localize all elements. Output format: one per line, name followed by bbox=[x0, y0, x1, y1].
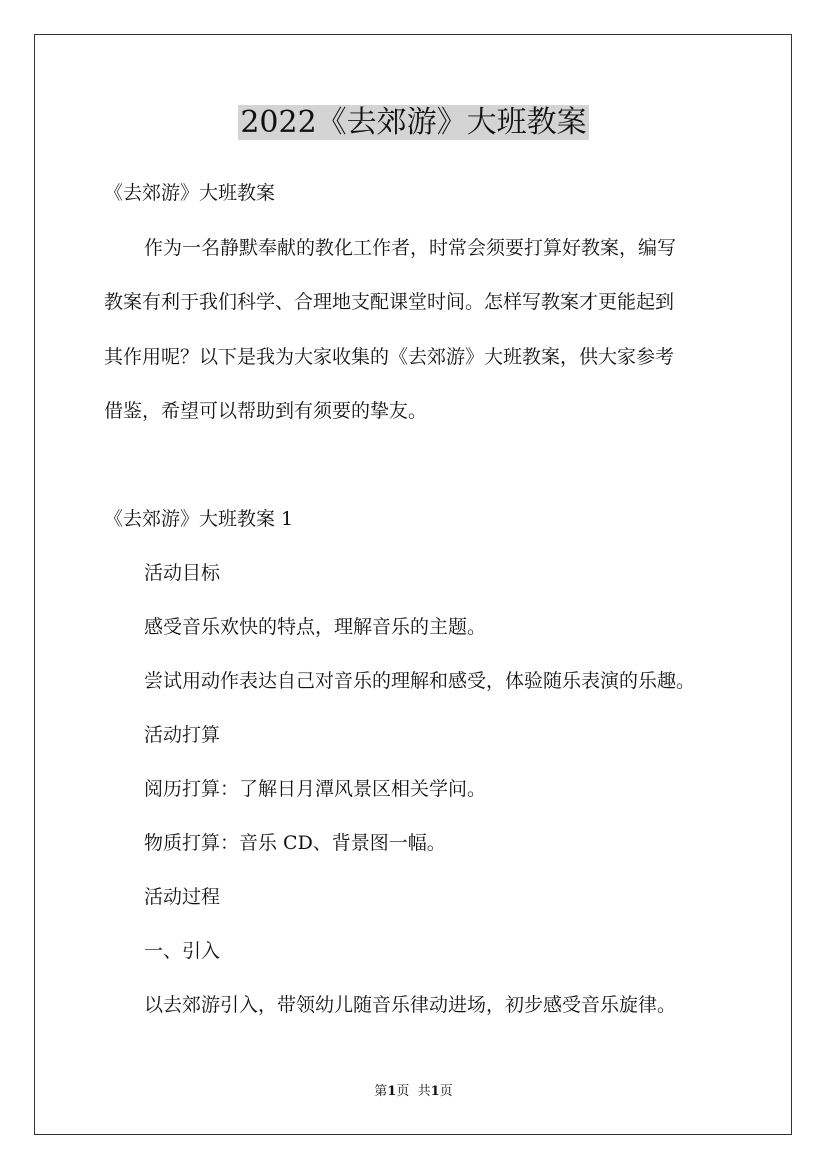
document-subtitle: 《去郊游》大班教案 bbox=[104, 182, 276, 204]
intro-line-4: 借鉴，希望可以帮助到有须要的挚友。 bbox=[104, 400, 428, 422]
document-title-text: 2022《去郊游》大班教案 bbox=[240, 105, 587, 140]
footer-page-prefix: 第 bbox=[374, 1084, 388, 1099]
body-line-experience-prep: 阅历打算：了解日月潭风景区相关学问。 bbox=[144, 778, 487, 800]
footer-total-pages: 1 bbox=[430, 1084, 440, 1099]
body-line-activity-process: 活动过程 bbox=[144, 886, 221, 908]
footer-total-prefix: 共 bbox=[417, 1084, 431, 1099]
body-line-step-1-detail: 以去郊游引入，带领幼儿随音乐律动进场，初步感受音乐旋律。 bbox=[144, 994, 677, 1016]
body-line-activity-prep: 活动打算 bbox=[144, 724, 221, 746]
body-line-goal-2: 尝试用动作表达自己对音乐的理解和感受，体验随乐表演的乐趣。 bbox=[144, 670, 696, 692]
body-line-goal-1: 感受音乐欢快的特点，理解音乐的主题。 bbox=[144, 616, 487, 638]
footer-total-suffix: 页 bbox=[439, 1084, 453, 1099]
section-heading: 《去郊游》大班教案 1 bbox=[104, 508, 294, 530]
footer-page-number: 1 bbox=[387, 1084, 397, 1099]
intro-line-3: 其作用呢？以下是我为大家收集的《去郊游》大班教案，供大家参考 bbox=[104, 346, 675, 368]
intro-line-2: 教案有利于我们科学、合理地支配课堂时间。怎样写教案才更能起到 bbox=[104, 291, 675, 313]
body-line-step-1: 一、引入 bbox=[144, 940, 221, 962]
page-footer bbox=[0, 1083, 827, 1101]
document-title bbox=[0, 104, 827, 142]
body-line-activity-goals: 活动目标 bbox=[144, 562, 221, 584]
footer-page-suffix: 页 bbox=[396, 1084, 410, 1099]
intro-line-1: 作为一名静默奉献的教化工作者，时常会须要打算好教案，编写 bbox=[144, 237, 677, 259]
body-line-material-prep: 物质打算：音乐 CD、背景图一幅。 bbox=[144, 832, 446, 854]
